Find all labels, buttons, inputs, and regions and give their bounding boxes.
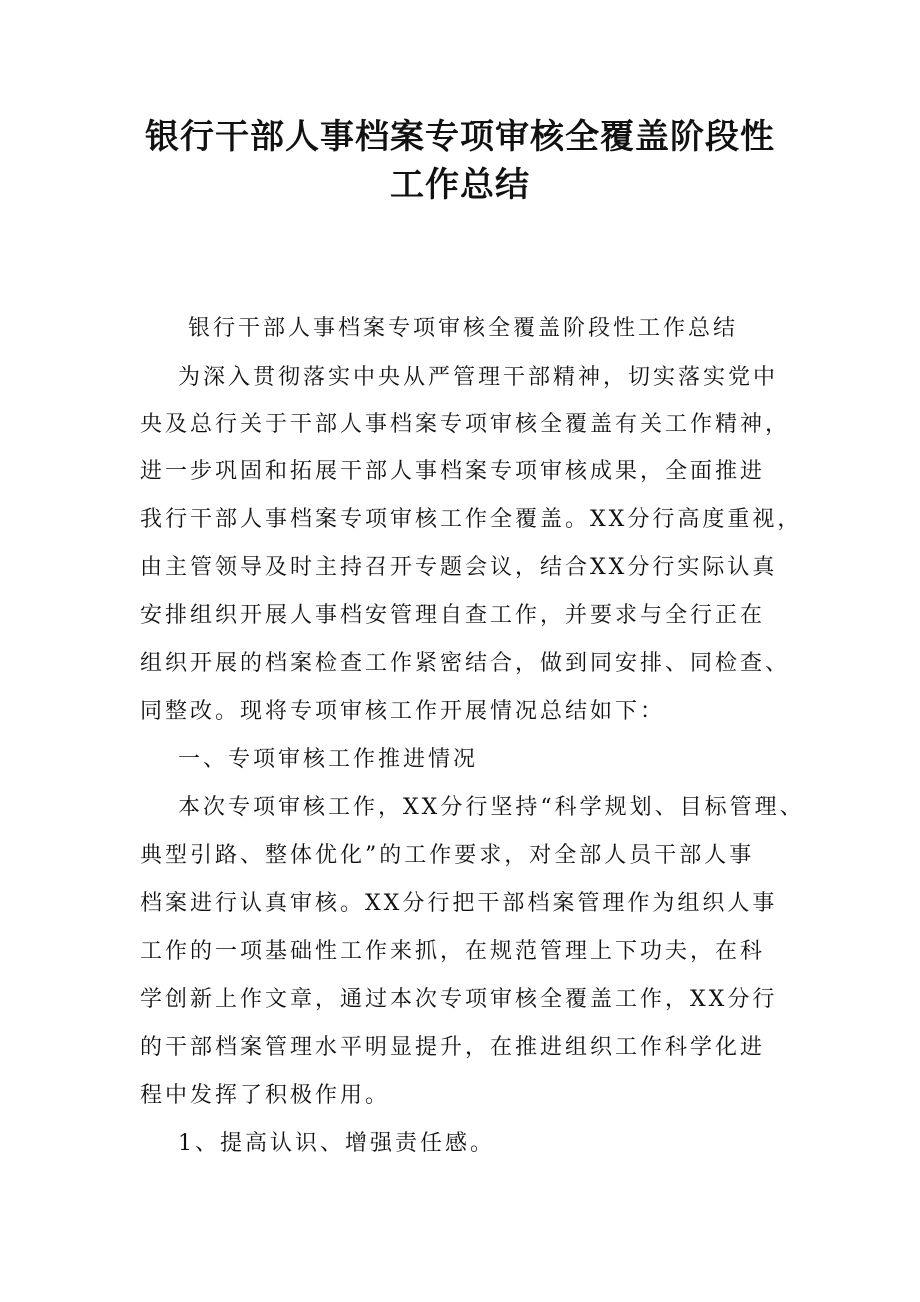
paragraph-line: 由主管领导及时主持召开专题会议，结合XX分行实际认真: [140, 555, 778, 580]
paragraph-line: 央及总行关于干部人事档案专项审核全覆盖有关工作精神，: [140, 412, 791, 437]
paragraph-line: 本次专项审核工作，XX分行坚持“科学规划、目标管理、: [178, 795, 805, 820]
paragraph-line: 为深入贯彻落实中央从严管理干部精神，切实落实党中: [178, 365, 779, 390]
paragraph-line: 组织开展的档案检查工作紧密结合，做到同安排、同检查、: [140, 651, 791, 676]
subtitle-line: 银行干部人事档案专项审核全覆盖阶段性工作总结: [188, 316, 739, 341]
section-heading: 一、专项审核工作推进情况: [178, 747, 479, 772]
paragraph-line: 同整改。现将专项审核工作开展情况总结如下：: [140, 699, 666, 724]
paragraph-line: 典型引路、整体优化”的工作要求，对全部人员干部人事: [140, 843, 755, 868]
paragraph-line: 进一步巩固和拓展干部人事档案专项审核成果，全面推进: [140, 459, 766, 484]
paragraph-line: 我行干部人事档案专项审核工作全覆盖。XX分行高度重视，: [140, 507, 803, 532]
document-title-line-2: 工作总结: [390, 165, 530, 205]
paragraph-line: 程中发挥了积极作用。: [140, 1083, 391, 1108]
paragraph-line: 安排组织开展人事档安管理自查工作，并要求与全行正在: [140, 603, 766, 628]
paragraph-line: 的干部档案管理水平明显提升，在推进组织工作科学化进: [140, 1035, 766, 1060]
paragraph-line: 学创新上作文章，通过本次专项审核全覆盖工作，XX分行: [140, 987, 778, 1012]
paragraph-line: 档案进行认真审核。XX分行把干部档案管理作为组织人事: [140, 891, 778, 916]
subsection-heading: 1、提高认识、增强责任感。: [178, 1131, 495, 1156]
paragraph-line: 工作的一项基础性工作来抓，在规范管理上下功夫，在科: [140, 939, 766, 964]
document-title-line-1: 银行干部人事档案专项审核全覆盖阶段性: [145, 117, 775, 157]
